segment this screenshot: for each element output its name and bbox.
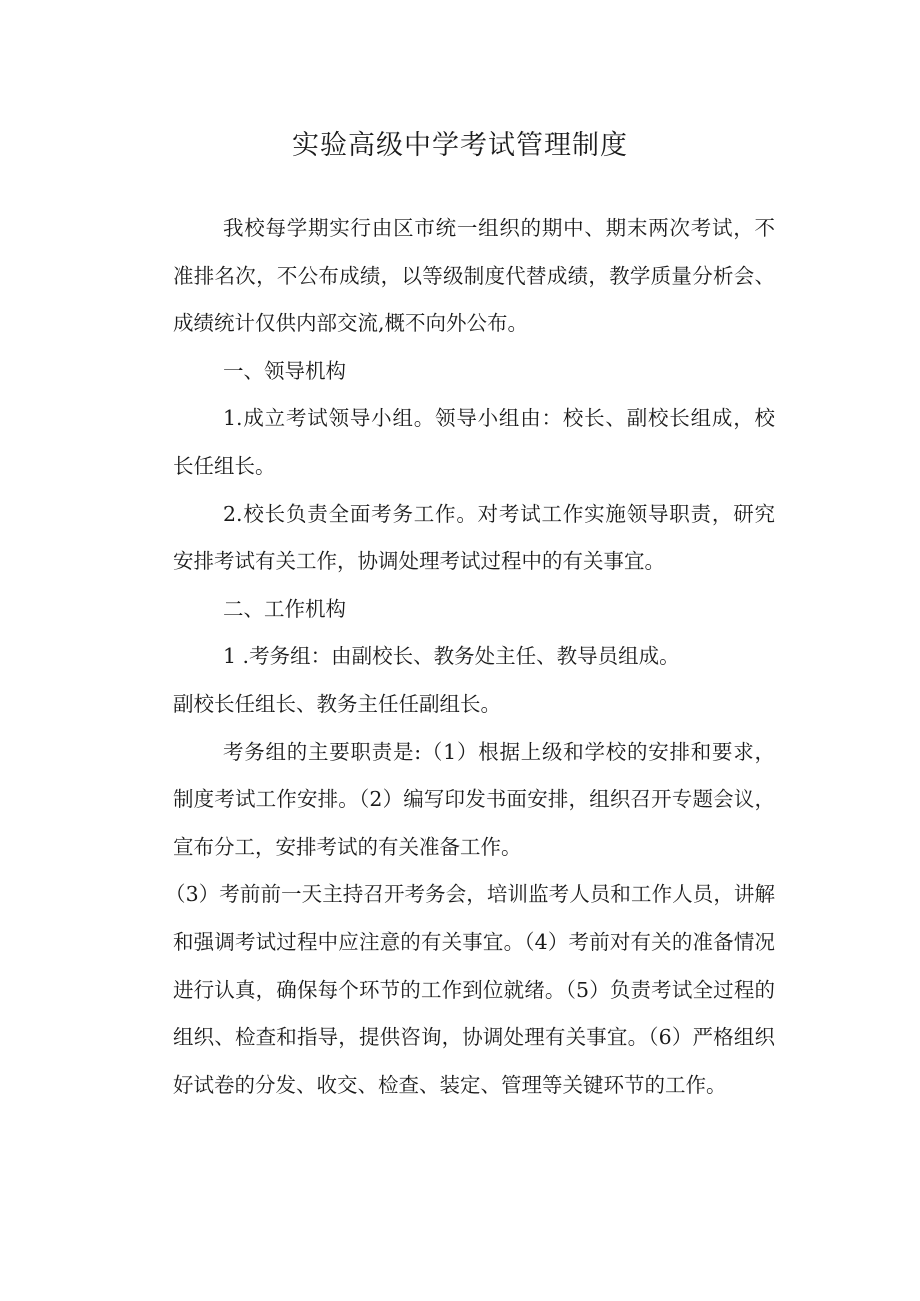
working-item-1-line-2: 副校长任组长、教务主任任副组长。 [173, 691, 501, 716]
page-title: 实验高级中学考试管理制度 [292, 130, 628, 161]
section-heading-leadership: 一、领导机构 [223, 358, 346, 383]
section-heading-working: 二、工作机构 [223, 596, 346, 621]
intro-paragraph: 我校每学期实行由区市统一组织的期中、期末两次考试，不准排名次，不公布成绩，以等级制度代替成绩，教学质量分析会、成绩统计仅供内部交流,概不向外公布。 [173, 216, 775, 336]
leadership-item-1: 1.成立考试领导小组。领导小组由：校长、副校长组成，校长任组长。 [173, 406, 775, 478]
document-body [165, 205, 775, 1109]
duties-paragraph-part-1: 考务组的主要职责是:（1）根据上级和学校的安排和要求，制度考试工作安排。（2）编写印发书面安排，组织召开专题会议，宣布分工，安排考试的有关准备工作。 [173, 739, 775, 859]
leadership-item-2: 2.校长负责全面考务工作。对考试工作实施领导职责，研究安排考试有关工作，协调处理考试过程中的有关事宜。 [173, 501, 775, 574]
duties-paragraph-part-2: （3）考前前一天主持召开考务会，培训监考人员和工作人员，讲解和强调考试过程中应注意的有关事宜。（4）考前对有关的准备情况进行认真，确保每个环节的工作到位就绪。（5）负责考试全过程的组织、检查和指导，提供咨询，协调处理有关事宜。（6）严格组织好试卷的分发、收交、检查、装定、管理等关键环节的工作。 [165, 882, 775, 1097]
working-item-1-line-1: 1 .考务组：由副校长、教务处主任、教导员组成。 [223, 644, 680, 669]
